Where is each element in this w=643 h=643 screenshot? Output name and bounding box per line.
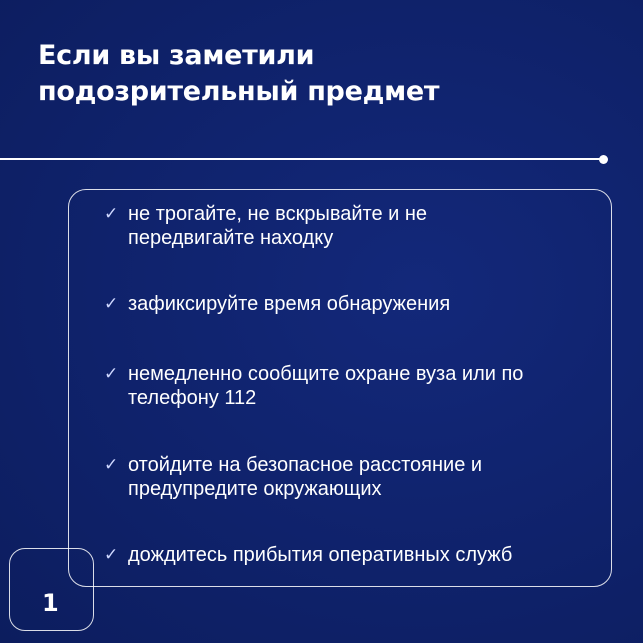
checkmark-icon: ✓ xyxy=(104,204,119,224)
slide-title xyxy=(38,38,598,110)
page-number: 1 xyxy=(42,589,59,617)
instruction-item xyxy=(104,292,594,316)
instruction-item xyxy=(104,453,594,501)
instruction-item xyxy=(104,543,594,567)
title-line-2: подозрительный предмет xyxy=(38,76,440,107)
instruction-text: немедленно сообщите охране вуза или по телефону 112 xyxy=(128,363,524,409)
title-line-1: Если вы заметили xyxy=(38,40,315,71)
checkmark-icon: ✓ xyxy=(104,455,119,475)
instruction-item xyxy=(104,362,594,410)
divider-dot xyxy=(599,155,608,164)
instruction-text: отойдите на безопасное расстояние и предупредите окружающих xyxy=(128,454,483,500)
checkmark-icon: ✓ xyxy=(104,294,119,314)
instruction-text: дождитесь прибытия оперативных служб xyxy=(128,544,513,566)
checkmark-icon: ✓ xyxy=(104,545,119,565)
instruction-item xyxy=(104,202,594,250)
instruction-text: не трогайте, не вскрывайте и не передвигайте находку xyxy=(128,203,428,249)
instruction-text: зафиксируйте время обнаружения xyxy=(128,293,451,315)
divider-line xyxy=(0,158,602,160)
checkmark-icon: ✓ xyxy=(104,364,119,384)
